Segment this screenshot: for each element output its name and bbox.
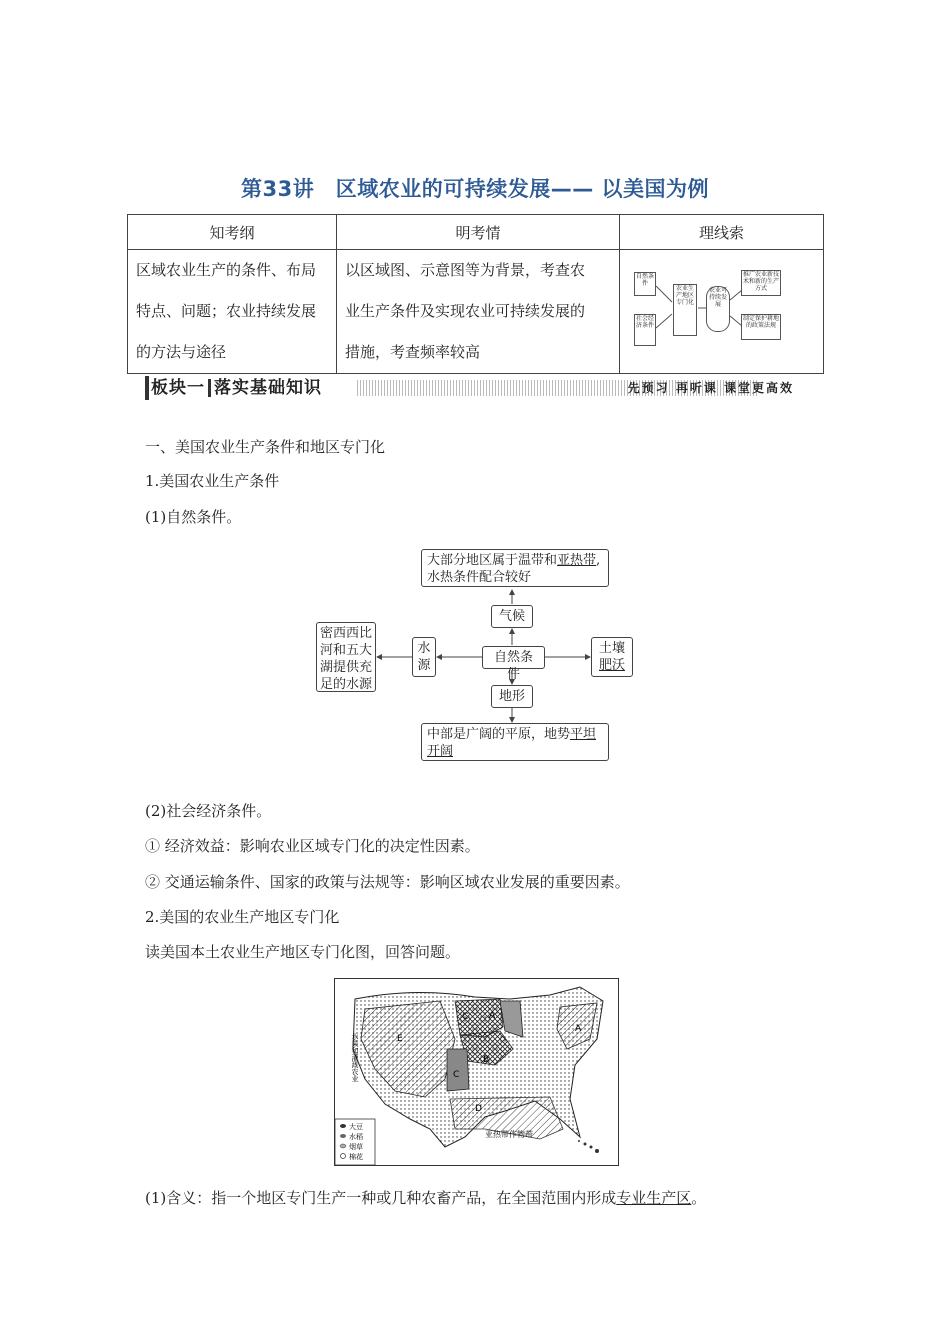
climate-desc-box: 大部分地区属于温带和亚热带, 水热条件配合较好 — [421, 549, 609, 587]
legend-cotton: 棉花 — [349, 1153, 363, 1161]
terrain-desc-box: 中部是广阔的平原，地势平坦 开阔 — [421, 723, 609, 761]
natural-conditions-box: 自然条件 — [482, 646, 545, 669]
header-clue: 理线索 — [620, 215, 824, 250]
mini-specialization: 农业生产地区专门化 — [673, 284, 697, 336]
subheading-social: (2)社会经济条件。 — [145, 802, 272, 820]
map-label: E — [397, 1034, 403, 1044]
mini-natural: 自然条件 — [634, 272, 656, 296]
subheading-specialization: 2.美国的农业生产地区专门化 — [145, 908, 340, 926]
us-agriculture-map — [334, 978, 619, 1166]
map-label: D — [475, 1104, 482, 1114]
legend-tobacco: 烟草 — [349, 1143, 363, 1151]
outline-col1: 区域农业生产的条件、布局 特点、问题；农业持续发展 的方法与途径 — [128, 250, 337, 374]
legend-rice: 水稻 — [349, 1133, 363, 1141]
soil-box: 土壤 肥沃 — [591, 637, 633, 677]
mini-sustainable: 农业可持续发展 — [706, 286, 730, 332]
item-transport: ② 交通运输条件、国家的政策与法规等：影响区域农业发展的重要因素。 — [145, 873, 630, 891]
header-know: 知考纲 — [128, 215, 337, 250]
water-desc-box: 密西西比河和五大湖提供充足的水源 — [316, 622, 376, 692]
map-label: C — [462, 1012, 469, 1022]
page-title: 第33讲 区域农业的可持续发展—— 以美国为例 — [240, 177, 710, 201]
climate-box: 气候 — [491, 605, 533, 628]
map-side-label: 水果和灌溉农业 — [351, 1033, 359, 1082]
map-label: A — [575, 1024, 582, 1034]
section-heading-1: 一、美国农业生产条件和地区专门化 — [145, 438, 386, 456]
map-label: C — [453, 1070, 460, 1080]
read-instruction: 读美国本土农业生产地区专门化图，回答问题。 — [145, 943, 461, 961]
item-economic: ① 经济效益：影响农业区域专门化的决定性因素。 — [145, 837, 480, 855]
map-belt-label: 亚热带作物带 — [485, 1130, 533, 1139]
mini-technology: 推广农业新技术和新的生产方式 — [741, 270, 781, 296]
mini-law: 制定保护耕地的政策法规 — [741, 314, 781, 340]
subheading-conditions: 1.美国农业生产条件 — [145, 472, 280, 490]
map-label: B — [483, 1055, 490, 1065]
definition-line: (1)含义：指一个地区专门生产一种或几种农畜产品，在全国范围内形成专业生产区。 — [145, 1189, 707, 1207]
banner-label: 板块一 落实基础知识 — [151, 378, 322, 398]
map-label: A — [489, 1011, 496, 1021]
map-drawing — [335, 979, 618, 1165]
outline-col2: 以区域图、示意图等为背景，考查农 业生产条件及实现农业可持续发展的 措施，考查频率较高 — [337, 250, 620, 374]
terrain-box: 地形 — [491, 685, 533, 708]
water-box: 水源 — [412, 637, 436, 677]
subheading-natural: (1)自然条件。 — [145, 508, 242, 526]
banner-motto: 先预习 再听课 课堂更高效 — [627, 381, 794, 395]
legend-soybean: 大豆 — [349, 1123, 363, 1131]
header-exam: 明考情 — [337, 215, 620, 250]
mini-social: 社会经济条件 — [634, 314, 656, 346]
